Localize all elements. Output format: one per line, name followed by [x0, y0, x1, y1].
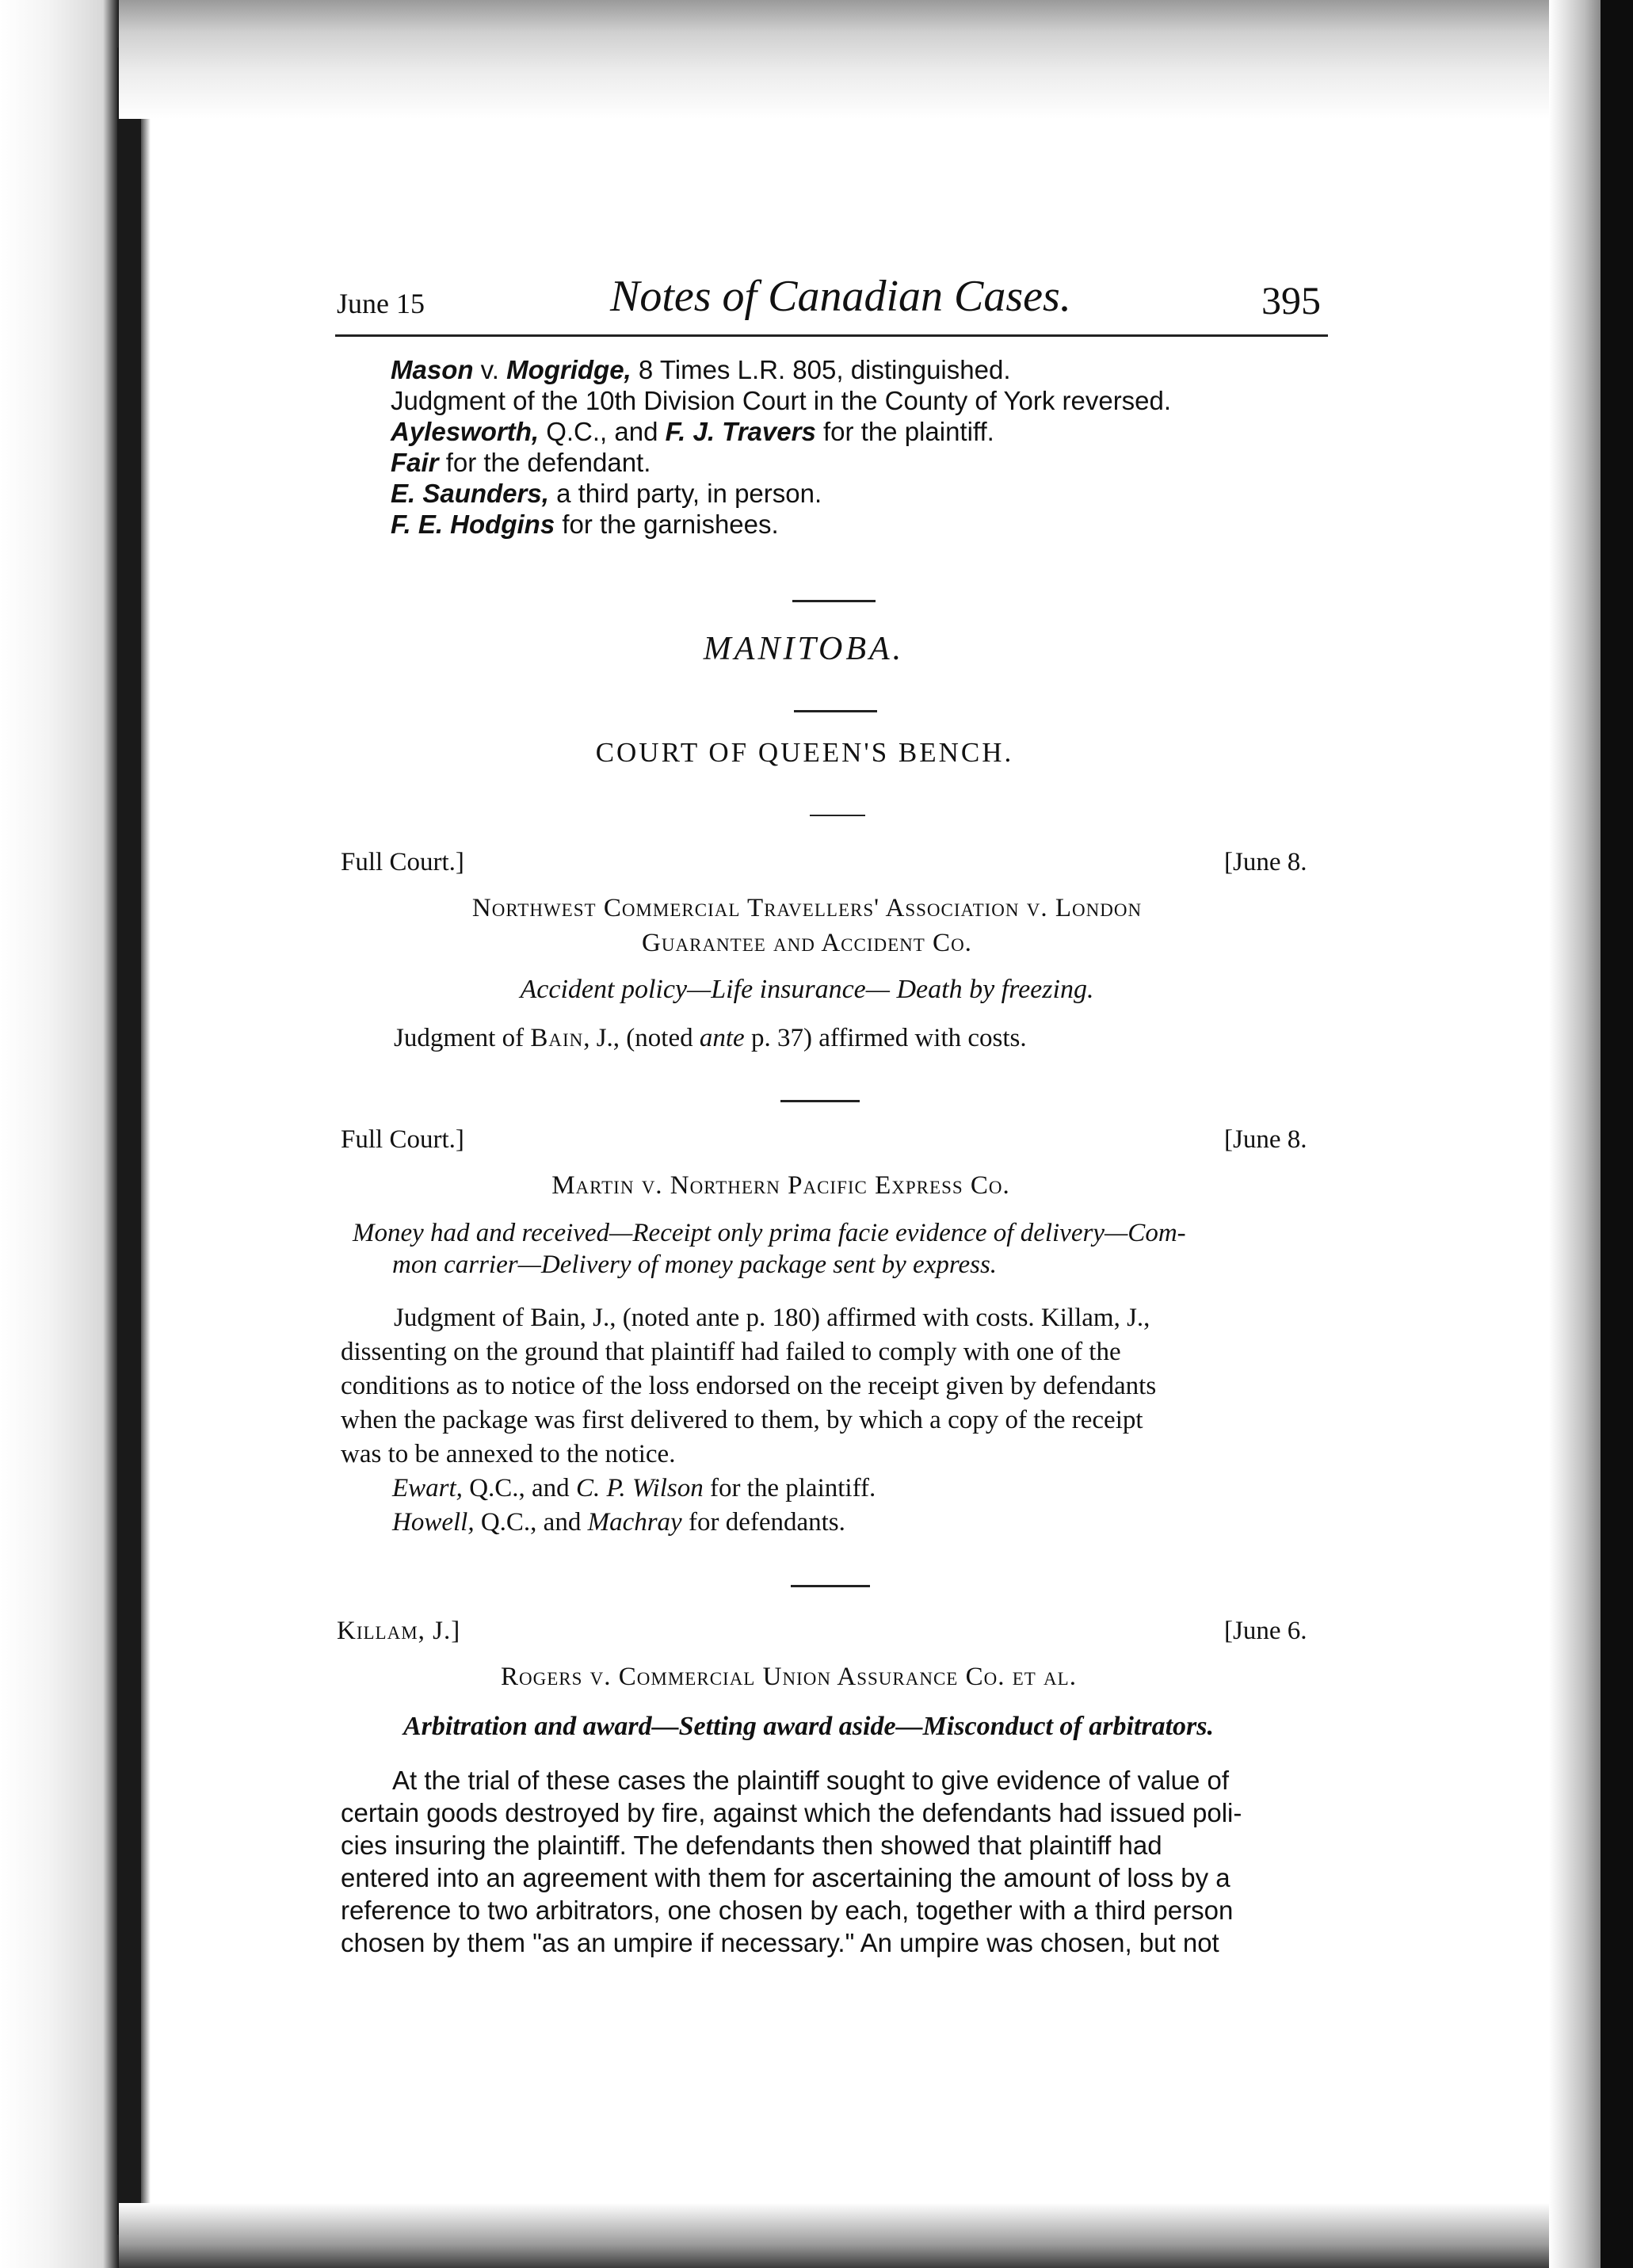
case-title: Rogers v. Commercial Union Assurance Co. et al. [501, 1663, 1077, 1691]
paragraph-line: reference to two arbitrators, one chosen by each, together with a third person [341, 1896, 1234, 1925]
court-heading: COURT OF QUEEN'S BENCH. [595, 737, 1014, 768]
counsel-line: Howell, Q.C., and Machray for defendants. [392, 1508, 845, 1537]
paragraph-line: At the trial of these cases the plaintiff sought to give evidence of value of [392, 1766, 1230, 1795]
judgment-line: Judgment of Bain, J., (noted ante p. 37) affirmed with costs. [394, 1024, 1027, 1052]
running-head-date: June 15 [337, 288, 425, 319]
paragraph-line: when the package was first delivered to them, by which a copy of the receipt [341, 1406, 1143, 1434]
paragraph-line: conditions as to notice of the loss endorsed on the receipt given by defendants [341, 1372, 1157, 1400]
section-rule [794, 710, 877, 712]
headnote: Accident policy—Life insurance— Death by freezing. [520, 975, 1094, 1004]
case-date: [June 8. [1224, 1125, 1307, 1154]
court-label: Full Court.] [341, 1125, 464, 1154]
case-title: Guarantee and Accident Co. [642, 929, 972, 957]
case-date: [June 8. [1224, 848, 1307, 876]
case-title: Martin v. Northern Pacific Express Co. [551, 1171, 1010, 1200]
section-province: MANITOBA. [703, 631, 905, 667]
paragraph-line: was to be annexed to the notice. [341, 1440, 676, 1468]
counsel-line: Fair for the defendant. [391, 448, 651, 477]
paragraph-line: dissenting on the ground that plaintiff had failed to comply with one of the [341, 1338, 1121, 1366]
paragraph-line: certain goods destroyed by fire, against which the defendants had issued poli- [341, 1798, 1242, 1827]
judgment-line: Judgment of the 10th Division Court in the County of York reversed. [391, 386, 1172, 415]
page-number: 395 [1261, 278, 1321, 323]
header-rule [335, 334, 1328, 337]
paragraph-line: chosen by them "as an umpire if necessary." An umpire was chosen, but not [341, 1928, 1219, 1957]
paragraph-line: entered into an agreement with them for ascertaining the amount of loss by a [341, 1863, 1230, 1892]
court-label: Full Court.] [341, 848, 464, 876]
counsel-line: E. Saunders, a third party, in person. [391, 479, 822, 508]
paragraph-line: cies insuring the plaintiff. The defendants then showed that plaintiff had [341, 1831, 1162, 1860]
counsel-line: Ewart, Q.C., and C. P. Wilson for the plaintiff. [392, 1474, 876, 1502]
counsel-line: Aylesworth, Q.C., and F. J. Travers for the plaintiff. [391, 417, 994, 446]
headnote: mon carrier—Delivery of money package sent by express. [392, 1250, 998, 1279]
court-label: Killam, J.] [337, 1617, 461, 1645]
citation-line: Mason v. Mogridge, 8 Times L.R. 805, distinguished. [391, 355, 1011, 384]
section-rule [792, 600, 876, 602]
running-head-title: Notes of Canadian Cases. [610, 272, 1071, 321]
section-rule [810, 815, 865, 816]
case-date: [June 6. [1224, 1617, 1307, 1645]
headnote: Money had and received—Receipt only prima facie evidence of delivery—Com- [353, 1219, 1186, 1247]
headnote: Arbitration and award—Setting award aside—Misconduct of arbitrators. [403, 1712, 1215, 1741]
case-title: Northwest Commercial Travellers' Association v. London [471, 894, 1143, 922]
paragraph-line: Judgment of Bain, J., (noted ante p. 180) affirmed with costs. Killam, J., [394, 1304, 1150, 1332]
case-rule [780, 1100, 860, 1102]
counsel-line: F. E. Hodgins for the garnishees. [391, 510, 779, 539]
case-rule [791, 1585, 870, 1587]
